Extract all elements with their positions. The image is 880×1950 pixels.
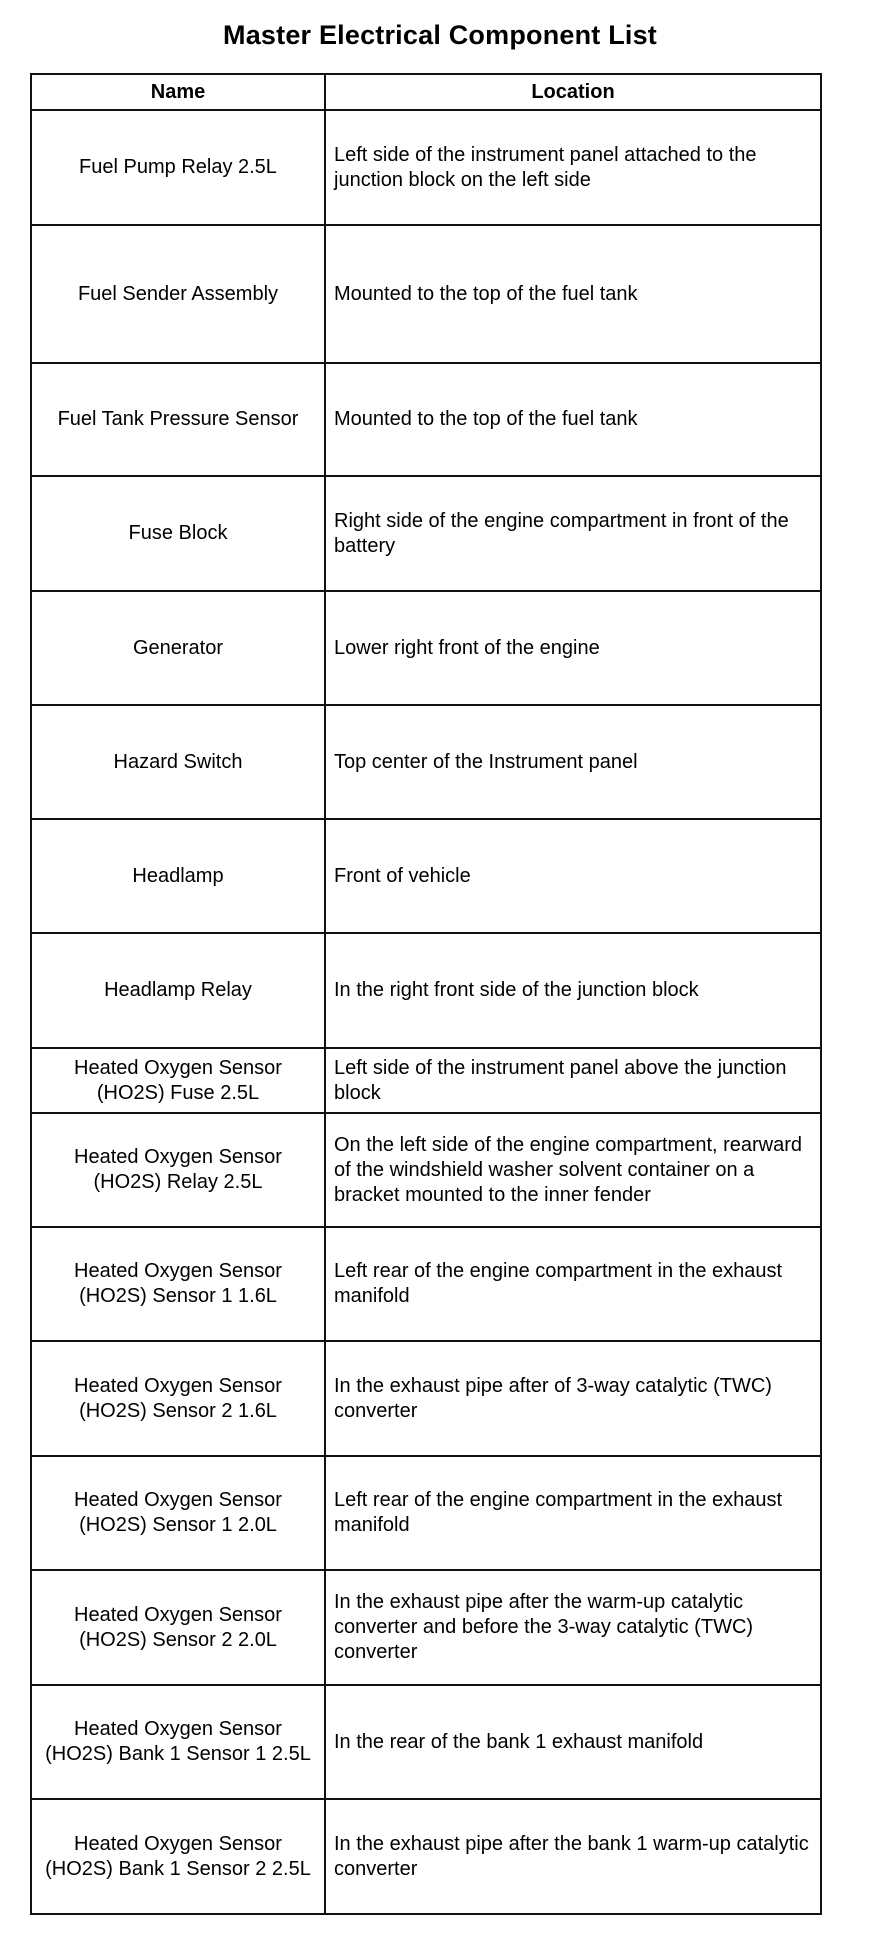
- component-name: Fuse Block: [31, 476, 325, 591]
- table-row: [31, 591, 821, 705]
- component-location: In the exhaust pipe after the warm-up catalytic converter and before the 3-way catalytic (TWC) converter: [325, 1570, 821, 1685]
- component-location: On the left side of the engine compartment, rearward of the windshield washer solvent container on a bracket mounted to the inner fender: [325, 1113, 821, 1227]
- table-row: [31, 1113, 821, 1227]
- component-location: In the exhaust pipe after of 3-way catalytic (TWC) converter: [325, 1341, 821, 1456]
- table-row: [31, 225, 821, 363]
- component-name: Heated Oxygen Sensor (HO2S) Bank 1 Sensor 2 2.5L: [31, 1799, 325, 1914]
- component-name: Generator: [31, 591, 325, 705]
- component-name: Heated Oxygen Sensor (HO2S) Sensor 1 2.0L: [31, 1456, 325, 1570]
- component-name: Heated Oxygen Sensor (HO2S) Relay 2.5L: [31, 1113, 325, 1227]
- component-location: In the right front side of the junction block: [325, 933, 821, 1048]
- table-row: [31, 110, 821, 225]
- table-row: [31, 1227, 821, 1341]
- table-row: [31, 1685, 821, 1799]
- table-row: [31, 705, 821, 819]
- component-location: Mounted to the top of the fuel tank: [325, 225, 821, 363]
- page-title: Master Electrical Component List: [223, 20, 657, 50]
- component-location: Left rear of the engine compartment in the exhaust manifold: [325, 1456, 821, 1570]
- component-location: Front of vehicle: [325, 819, 821, 933]
- component-location: In the exhaust pipe after the bank 1 warm-up catalytic converter: [325, 1799, 821, 1914]
- component-name: Heated Oxygen Sensor (HO2S) Fuse 2.5L: [31, 1048, 325, 1113]
- table-row: [31, 933, 821, 1048]
- table-row: [31, 819, 821, 933]
- component-location: In the rear of the bank 1 exhaust manifold: [325, 1685, 821, 1799]
- component-name: Hazard Switch: [31, 705, 325, 819]
- component-location: Left rear of the engine compartment in the exhaust manifold: [325, 1227, 821, 1341]
- component-location: Lower right front of the engine: [325, 591, 821, 705]
- table-row: [31, 1048, 821, 1113]
- table-row: [31, 1799, 821, 1914]
- table-header-row: [31, 74, 821, 110]
- table-row: [31, 1456, 821, 1570]
- component-name: Fuel Tank Pressure Sensor: [31, 363, 325, 476]
- component-location: Right side of the engine compartment in front of the battery: [325, 476, 821, 591]
- column-header-name: Name: [31, 74, 325, 110]
- table-row: [31, 1341, 821, 1456]
- component-name: Fuel Pump Relay 2.5L: [31, 110, 325, 225]
- component-name: Heated Oxygen Sensor (HO2S) Sensor 2 2.0L: [31, 1570, 325, 1685]
- component-name: Fuel Sender Assembly: [31, 225, 325, 363]
- table-row: [31, 363, 821, 476]
- component-name: Headlamp Relay: [31, 933, 325, 1048]
- component-name: Heated Oxygen Sensor (HO2S) Bank 1 Sensor 1 2.5L: [31, 1685, 325, 1799]
- component-location: Left side of the instrument panel attached to the junction block on the left side: [325, 110, 821, 225]
- component-location: Top center of the Instrument panel: [325, 705, 821, 819]
- component-name: Heated Oxygen Sensor (HO2S) Sensor 2 1.6L: [31, 1341, 325, 1456]
- column-header-location: Location: [325, 74, 821, 110]
- component-location: Mounted to the top of the fuel tank: [325, 363, 821, 476]
- component-location: Left side of the instrument panel above the junction block: [325, 1048, 821, 1113]
- component-name: Heated Oxygen Sensor (HO2S) Sensor 1 1.6L: [31, 1227, 325, 1341]
- component-name: Headlamp: [31, 819, 325, 933]
- table-row: [31, 476, 821, 591]
- component-table: [30, 73, 822, 1915]
- table-row: [31, 1570, 821, 1685]
